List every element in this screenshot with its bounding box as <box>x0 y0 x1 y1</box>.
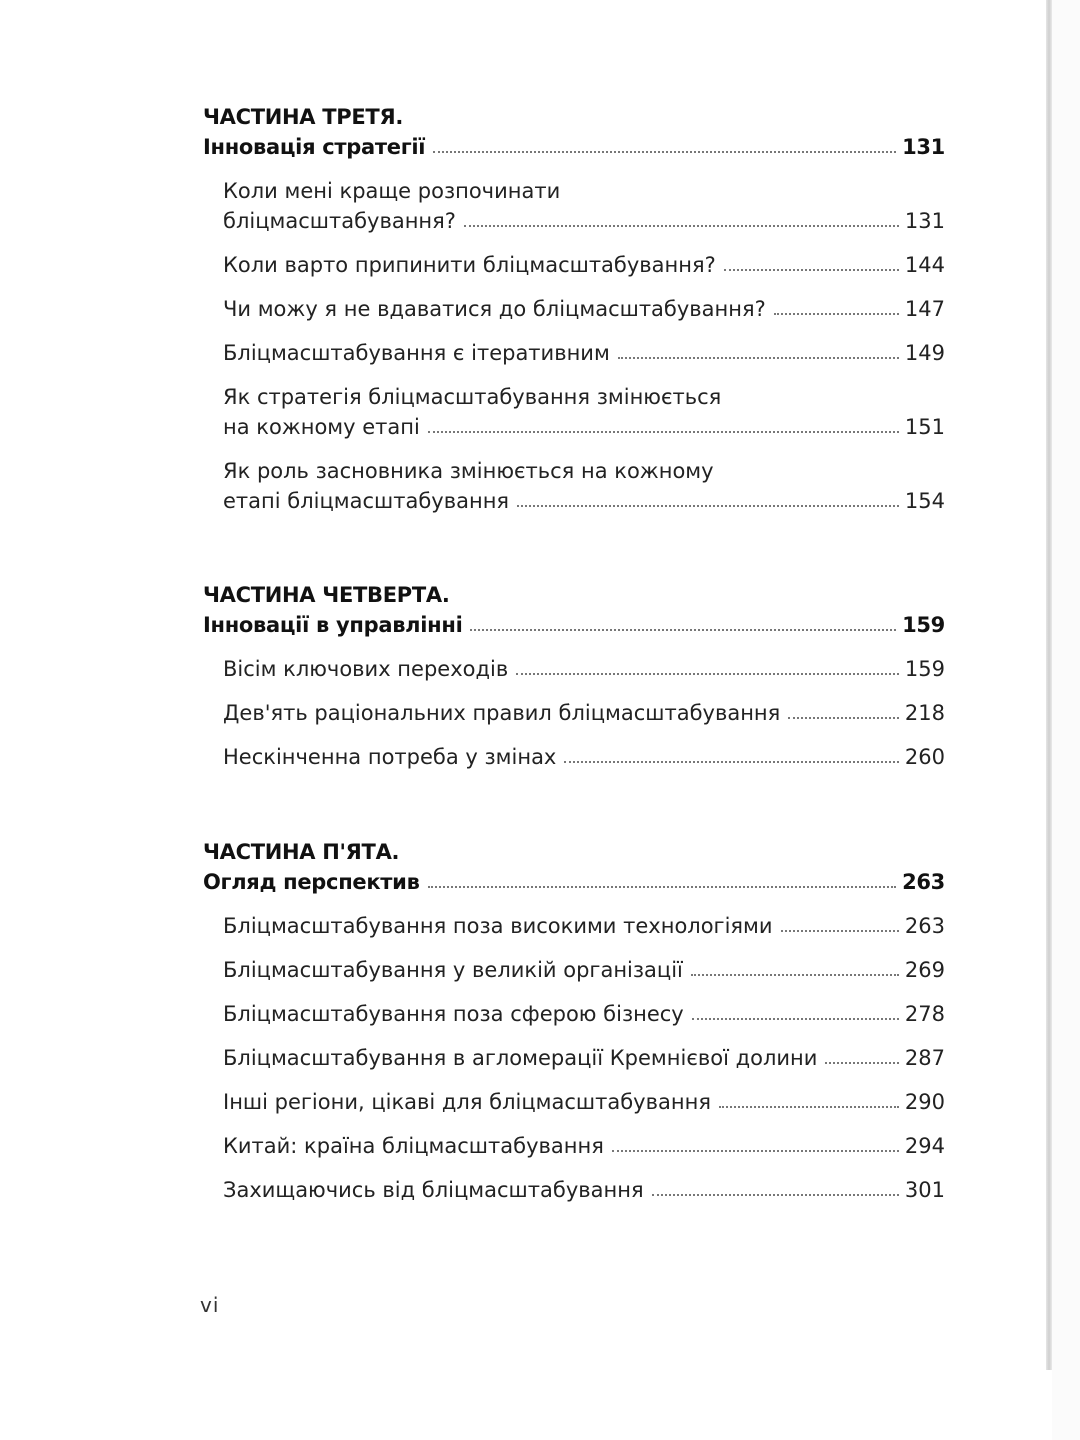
toc-entry <box>203 654 945 684</box>
page-number: 260 <box>904 745 945 769</box>
dot-leader <box>470 629 896 631</box>
dot-leader <box>719 1106 899 1108</box>
toc-entry-row <box>223 486 945 516</box>
part-title: Огляд перспектив <box>203 870 420 894</box>
entry-title: Бліцмасштабування в агломерації Кремнієвої долини <box>223 1046 818 1070</box>
page-number: 151 <box>904 415 945 439</box>
entry-title: Нескінченна потреба у змінах <box>223 745 557 769</box>
dot-leader <box>516 673 899 675</box>
page-number: 154 <box>904 489 945 513</box>
toc-part-four <box>203 580 945 772</box>
toc-part-title-row <box>203 610 945 640</box>
page-number: 218 <box>904 701 945 725</box>
entry-title: Бліцмасштабування у великій організації <box>223 958 683 982</box>
dot-leader <box>618 357 899 359</box>
toc-part-three <box>203 102 945 516</box>
page-number: 263 <box>902 870 945 894</box>
dot-leader <box>428 886 896 888</box>
toc-entry <box>203 1043 945 1073</box>
page-gutter <box>1052 0 1080 1440</box>
toc-entry <box>203 1131 945 1161</box>
toc-entry <box>203 382 945 442</box>
part-heading: ЧАСТИНА ЧЕТВЕРТА. <box>203 583 450 607</box>
entry-title: Інші регіони, цікаві для бліцмасштабування <box>223 1090 711 1114</box>
toc-entry <box>203 999 945 1029</box>
page-number: 159 <box>904 657 945 681</box>
toc-entry <box>203 911 945 941</box>
entry-title: Вісім ключових переходів <box>223 657 509 681</box>
entry-title-line: бліцмасштабування? <box>223 209 456 233</box>
dot-leader <box>781 930 899 932</box>
page-number: 301 <box>904 1178 945 1202</box>
toc-entry-row <box>223 206 945 236</box>
part-heading: ЧАСТИНА ТРЕТЯ. <box>203 105 404 129</box>
toc-entry-row <box>223 412 945 442</box>
page-number: 287 <box>904 1046 945 1070</box>
page-number: 294 <box>904 1134 945 1158</box>
toc-part-title-row <box>203 867 945 897</box>
page-number: 149 <box>904 341 945 365</box>
page-folio: vi <box>200 1293 220 1317</box>
dot-leader <box>692 1018 899 1020</box>
dot-leader <box>517 505 899 507</box>
page-number: 263 <box>904 914 945 938</box>
page-number: 144 <box>904 253 945 277</box>
page-number: 290 <box>904 1090 945 1114</box>
entry-title: Бліцмасштабування є ітеративним <box>223 341 610 365</box>
page-number: 159 <box>902 613 945 637</box>
entry-title-line: Коли мені краще розпочинати <box>223 179 561 203</box>
part-title: Інновація стратегії <box>203 135 426 159</box>
page-number: 269 <box>904 958 945 982</box>
toc-entry <box>203 955 945 985</box>
dot-leader <box>612 1150 899 1152</box>
toc-entry <box>203 250 945 280</box>
dot-leader <box>825 1062 899 1064</box>
entry-title: Захищаючись від бліцмасштабування <box>223 1178 644 1202</box>
toc-entry <box>203 742 945 772</box>
dot-leader <box>652 1194 899 1196</box>
toc-entry <box>203 294 945 324</box>
toc-entry <box>203 698 945 728</box>
entry-title-line: етапі бліцмасштабування <box>223 489 510 513</box>
entry-title-line: Як стратегія бліцмасштабування змінюється <box>223 385 722 409</box>
entry-title: Чи можу я не вдаватися до бліцмасштабування? <box>223 297 766 321</box>
toc-entry <box>203 456 945 516</box>
dot-leader <box>428 431 899 433</box>
entry-title: Бліцмасштабування поза високими технологіями <box>223 914 773 938</box>
toc-entry <box>203 176 945 236</box>
page-number: 278 <box>904 1002 945 1026</box>
dot-leader <box>724 269 899 271</box>
toc-part-title-row <box>203 132 945 162</box>
dot-leader <box>433 151 896 153</box>
toc-entry <box>203 338 945 368</box>
toc-entry <box>203 1175 945 1205</box>
part-heading: ЧАСТИНА П'ЯТА. <box>203 840 400 864</box>
dot-leader <box>788 717 899 719</box>
page-edge <box>1046 0 1052 1370</box>
dot-leader <box>774 313 899 315</box>
dot-leader <box>464 225 899 227</box>
part-title: Інновації в управлінні <box>203 613 463 637</box>
page-number: 147 <box>904 297 945 321</box>
dot-leader <box>564 761 899 763</box>
entry-title: Коли варто припинити бліцмасштабування? <box>223 253 716 277</box>
page-number: 131 <box>904 209 945 233</box>
toc-entry <box>203 1087 945 1117</box>
entry-title: Дев'ять раціональних правил бліцмасштабування <box>223 701 781 725</box>
entry-title: Китай: країна бліцмасштабування <box>223 1134 604 1158</box>
dot-leader <box>691 974 899 976</box>
entry-title-line: на кожному етапі <box>223 415 420 439</box>
entry-title: Бліцмасштабування поза сферою бізнесу <box>223 1002 684 1026</box>
entry-title-line: Як роль засновника змінюється на кожному <box>223 459 714 483</box>
toc-part-five <box>203 837 945 1205</box>
page-number: 131 <box>902 135 945 159</box>
